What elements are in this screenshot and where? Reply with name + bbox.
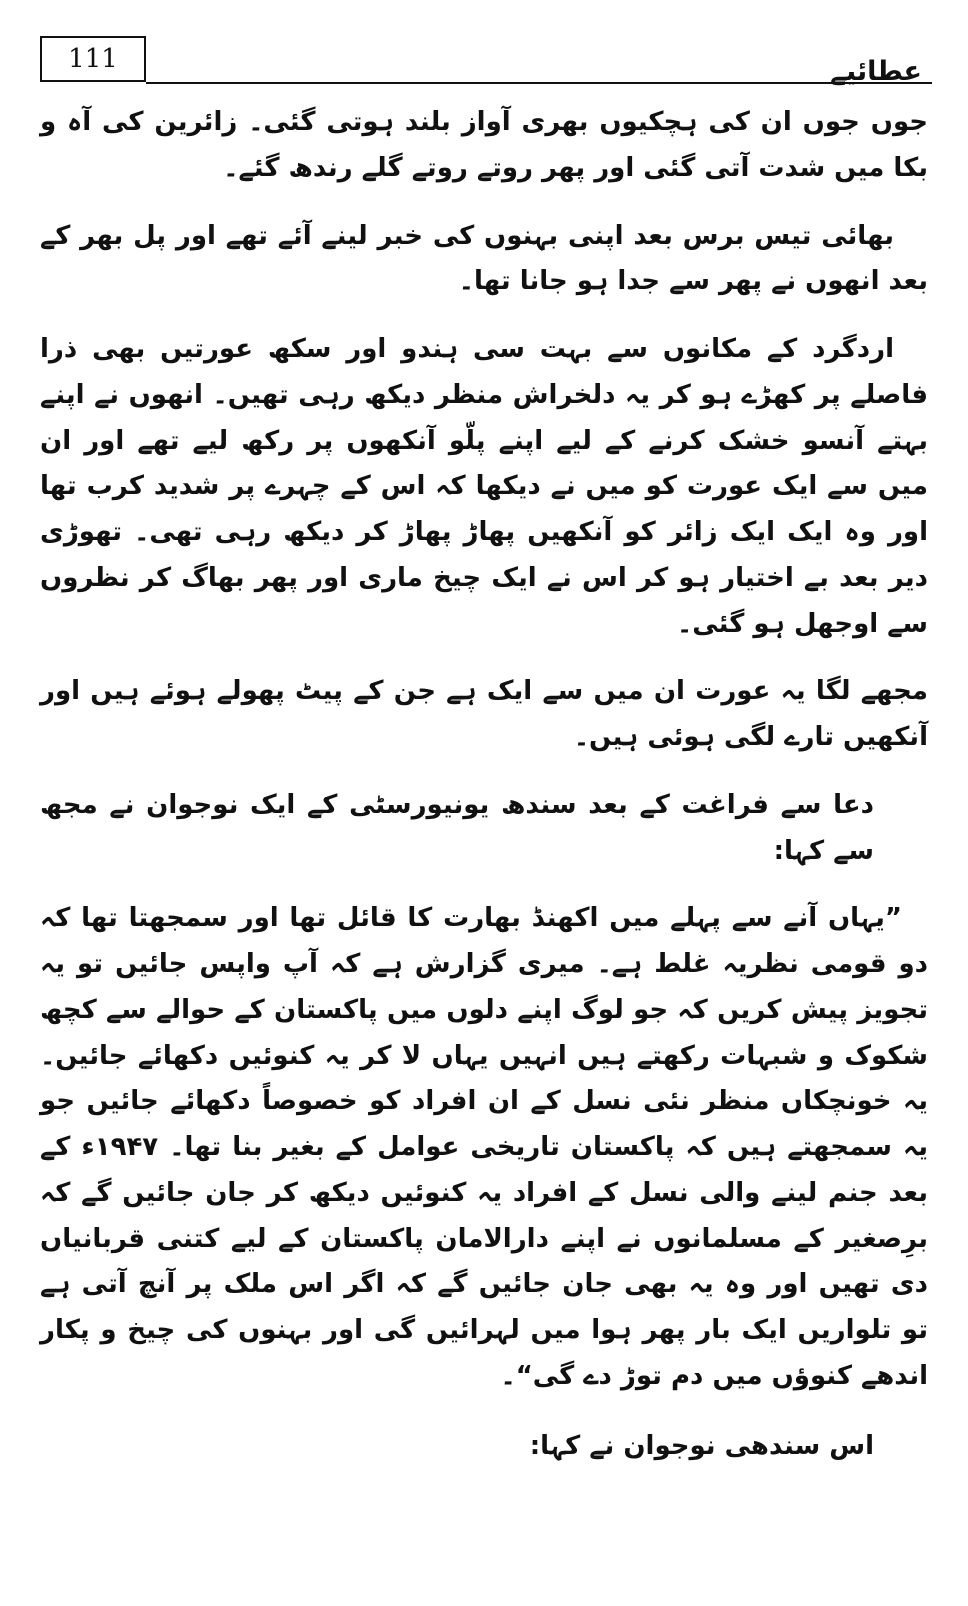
paragraph: اس سندھی نوجوان نے کہا: — [529, 1430, 874, 1461]
paragraph: بھائی تیس برس بعد اپنی بہنوں کی خبر لینے آئے تھے اور پل بھر کے بعد انھوں نے پھر سے جدا ہو جانا تھا۔ — [40, 220, 928, 297]
running-title: عطائیے — [830, 56, 922, 87]
paragraph: جوں جوں ان کی ہچکیوں بھری آواز بلند ہوتی گئی۔ زائرین کی آہ و بکا میں شدت آتی گئی اور پھر روتے روتے گلے رندھ گئے۔ — [40, 107, 928, 183]
page-body — [40, 100, 928, 1566]
paragraph: مجھے لگا یہ عورت ان میں سے ایک ہے جن کے پیٹ پھولے ہوئے ہیں اور آنکھیں تارے لگی ہوئی ہیں۔ — [40, 676, 928, 752]
header-rule — [146, 82, 932, 84]
paragraph: دعا سے فراغت کے بعد سندھ یونیورسٹی کے ایک نوجوان نے مجھ سے کہا: — [40, 789, 874, 866]
paragraph: اردگرد کے مکانوں سے بہت سی ہندو اور سکھ عورتیں بھی ذرا فاصلے پر کھڑے ہو کر یہ دلخراش منظر دیکھ رہی تھیں۔ انھوں نے اپنے بہتے آنسو خشک کرنے کے لیے اپنے پلّو آنکھوں پر رکھ لیے تھے اور ان میں سے ایک عورت کو میں نے دیکھا کہ اس کے چہرے پر شدید کرب تھا اور وہ ایک ایک زائر کو آنکھیں پھاڑ پھاڑ کر دیکھ رہی تھی۔ تھوڑی دیر بعد بے اختیار ہو کر اس نے ایک چیخ ماری اور پھر بھاگ کر نظروں سے اوجھل ہو گئی۔ — [40, 334, 928, 639]
quotation: ”یہاں آنے سے پہلے میں اکھنڈ بھارت کا قائل تھا اور سمجھتا تھا کہ دو قومی نظریہ غلط ہے۔ میری گزارش ہے کہ آپ واپس جائیں تو یہ تجویز پیش کریں کہ جو لوگ اپنے دلوں میں پاکستان کے حوالے سے کچھ شکوک و شبہات رکھتے ہیں انہیں یہاں لا کر یہ کنوئیں دکھائے جائیں۔ یہ خونچکاں منظر نئی نسل کے ان افراد کو خصوصاً دکھائے جائیں جو یہ سمجھتے ہیں کہ پاکستان تاریخی عوامل کے بغیر بنا تھا۔ ۱۹۴۷ء کے بعد جنم لینے والی نسل کے افراد یہ کنوئیں دیکھ کر جان جائیں گے کہ برِصغیر کے مسلمانوں نے اپنے دارالامان پاکستان کے لیے کتنی قربانیاں دی تھیں اور وہ یہ بھی جان جائیں گے کہ اگر اس ملک پر آنچ آتی ہے تو تلواریں ایک بار پھر ہوا میں لہرائیں گی اور بہنوں کی چیخ و پکار اندھے کنوؤں میں دم توڑ دے گی“۔ — [40, 903, 928, 1391]
page-number: 111 — [40, 36, 146, 82]
